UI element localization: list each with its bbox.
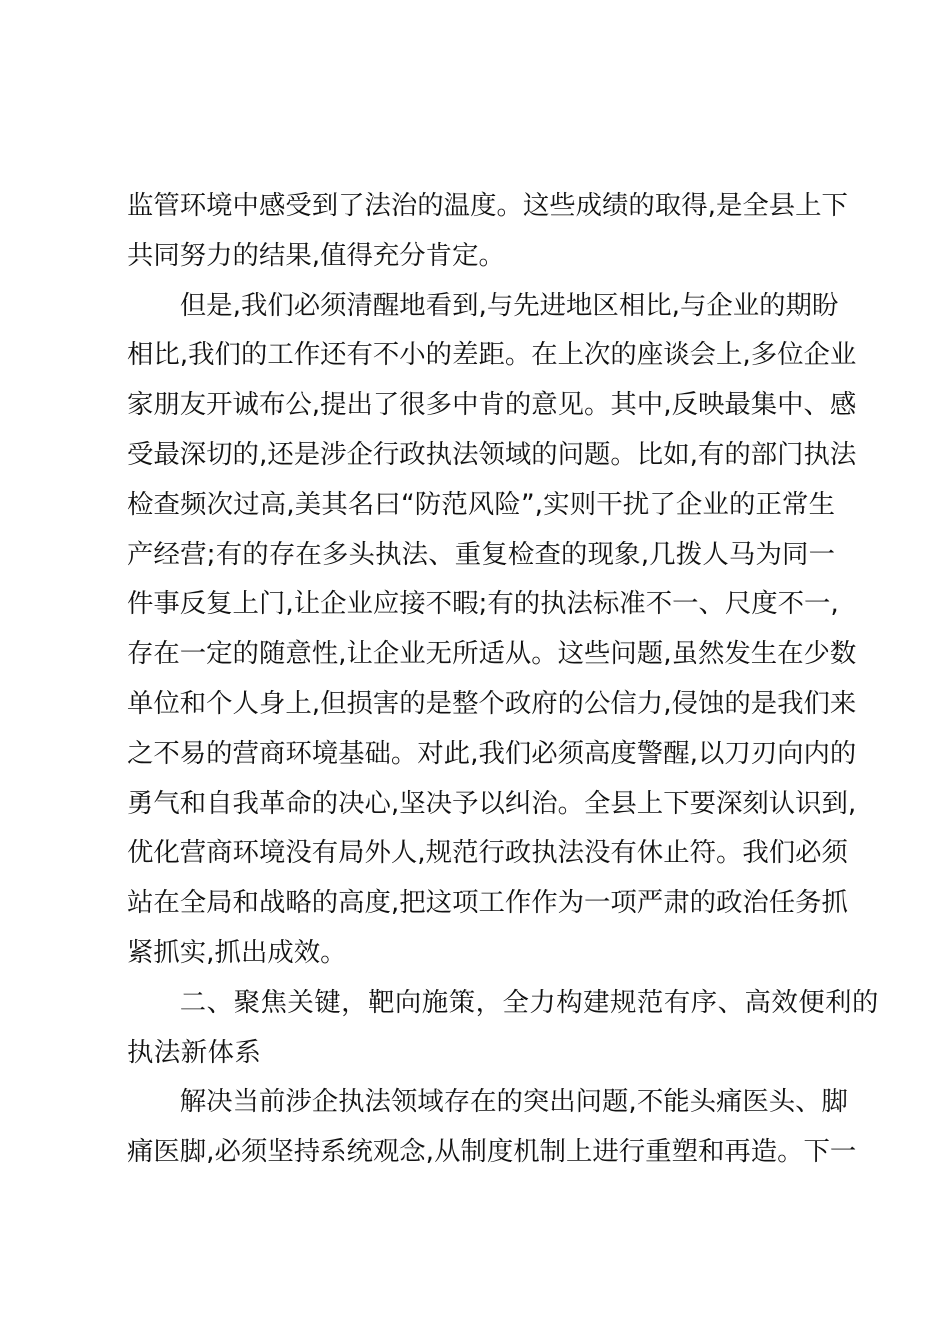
text-line: 但是,我们必须清醒地看到,与先进地区相比,与企业的期盼 [179,289,839,321]
text-line: 痛医脚,必须坚持系统观念,从制度机制上进行重塑和再造。下一 [127,1136,857,1168]
text-line: 检查频次过高,美其名曰“防范风险”,实则干扰了企业的正常生 [127,488,835,520]
text-line: 站在全局和战略的高度,把这项工作作为一项严肃的政治任务抓 [127,887,848,919]
text-line: 产经营;有的存在多头执法、重复检查的现象,几拨人马为同一 [127,538,835,570]
text-line: 监管环境中感受到了法治的温度。这些成绩的取得,是全县上下 [127,190,848,221]
heading-line: 执法新体系 [127,1036,262,1068]
heading-line: 二、聚焦关键，靶向施策，全力构建规范有序、高效便利的 [179,986,879,1018]
text-line: 解决当前涉企执法领域存在的突出问题,不能头痛医头、脚 [179,1086,848,1118]
paragraph-solution [127,1077,857,1177]
text-line: 单位和个人身上,但损害的是整个政府的公信力,侵蚀的是我们来 [127,687,857,719]
document-body [127,181,879,1177]
text-line: 家朋友开诚布公,提出了很多中肯的意见。其中,反映最集中、感 [127,389,857,421]
text-line: 存在一定的随意性,让企业无所适从。这些问题,虽然发生在少数 [127,638,857,670]
text-line: 之不易的营商环境基础。对此,我们必须高度警醒,以刀刃向内的 [127,737,857,769]
text-line: 受最深切的,还是涉企行政执法领域的问题。比如,有的部门执法 [127,438,857,470]
text-line: 紧抓实,抓出成效。 [127,936,347,968]
text-line: 勇气和自我革命的决心,坚决予以纠治。全县上下要深刻认识到, [127,787,857,819]
paragraph-gaps [127,281,857,978]
text-line: 优化营商环境没有局外人,规范行政执法没有休止符。我们必须 [127,837,848,869]
paragraph-continuation [127,181,848,281]
text-line: 件事反复上门,让企业应接不暇;有的执法标准不一、尺度不一, [127,588,839,620]
text-line: 相比,我们的工作还有不小的差距。在上次的座谈会上,多位企业 [127,339,857,371]
text-line: 共同努力的结果,值得充分肯定。 [127,239,505,271]
section-heading [127,978,879,1078]
